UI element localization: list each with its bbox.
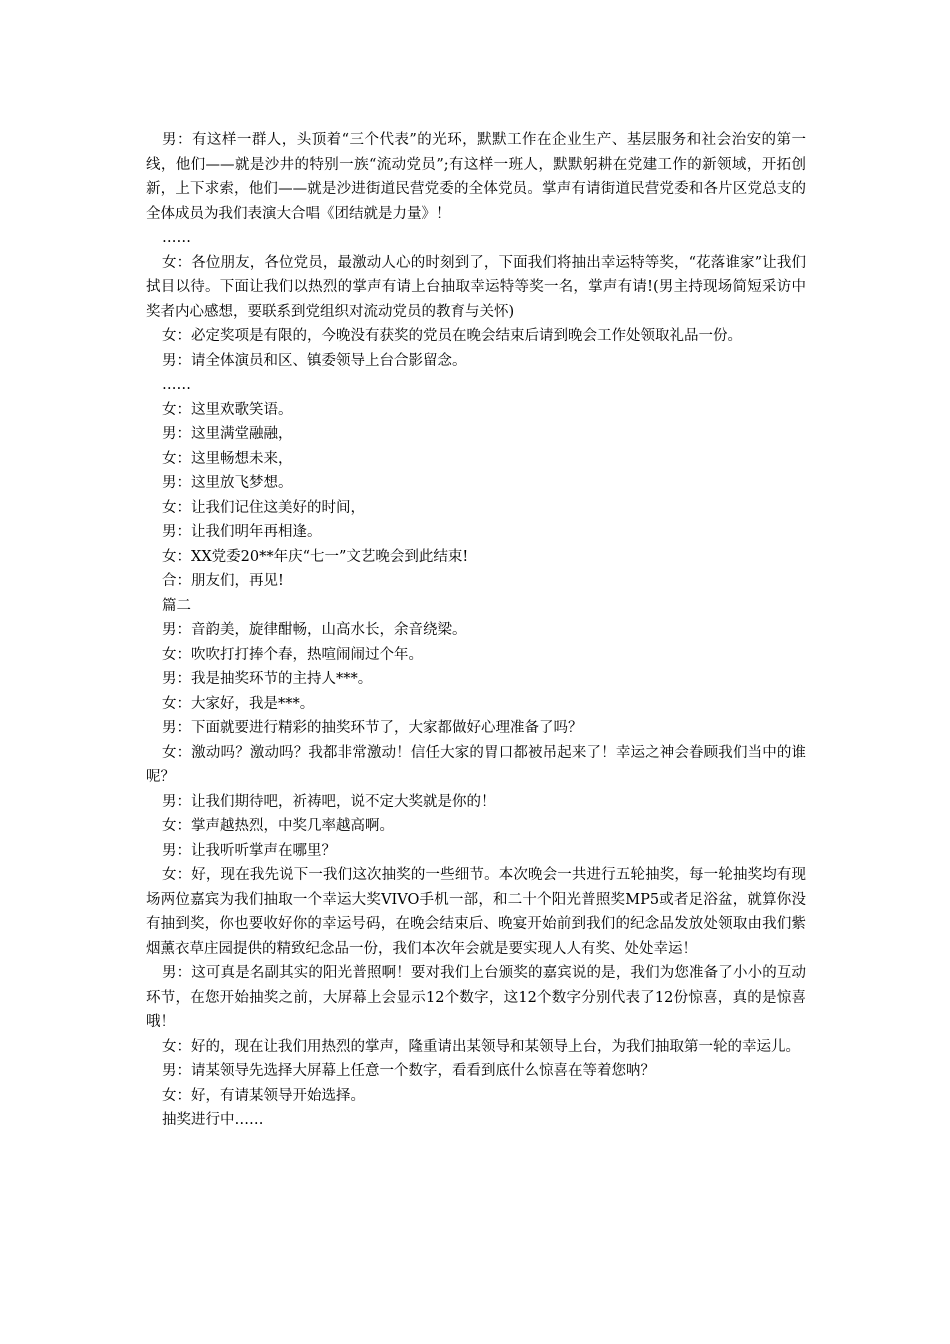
paragraph-farewell: 合：朋友们，再见!	[162, 573, 284, 589]
paragraph-dialogue: 女：吹吹打打捧个春，热喧闹闹过个年。	[162, 646, 423, 663]
document-body	[146, 128, 806, 1133]
paragraph-lottery-details: 女：好，现在我先说下一我们这次抽奖的一些细节。本次晚会一共进行五轮抽奖，每一轮抽奖均有现场两位嘉宾为我们抽取一个幸运大奖VIVO手机一部，和二十个阳光普照奖MP5或者足浴盆，就算你没有抽到奖，你也要收好你的幸运号码，在晚会结束后、晚宴开始前到我们的纪念品发放处领取由我们紫烟薰衣草庄园提供的精致纪念品一份，我们本次年会就是要实现人人有奖、处处幸运！	[146, 867, 806, 957]
paragraph-dialogue: 男：音韵美，旋律酣畅，山高水长，余音绕梁。	[162, 622, 467, 638]
paragraph-closing-line: 女：让我们记住这美好的时间，	[162, 499, 365, 516]
paragraph-dialogue: 女：好，有请某领导开始选择。	[162, 1087, 365, 1104]
paragraph-dialogue: 女：掌声越热烈，中奖几率越高啊。	[162, 818, 394, 834]
paragraph-special-prize: 女：各位朋友，各位党员，最激动人心的时刻到了，下面我们将抽出幸运特等奖，“花落谁家”让我们拭目以待。下面让我们以热烈的掌声有请上台抽取幸运特等奖一名，掌声有请!(男主持现场简短采访中奖者内心感想，要联系到党组织对流动党员的教育与关怀)	[146, 254, 806, 320]
paragraph-dialogue: 女：激动吗？激动吗？我都非常激动！信任大家的胃口都被吊起来了！幸运之神会眷顾我们当中的谁呢？	[146, 744, 806, 785]
paragraph-intro-chorus: 男：有这样一群人，头顶着“三个代表”的光环，默默工作在企业生产、基层服务和社会治安的第一线，他们——就是沙井的特别一族“流动党员”;有这样一班人，默默躬耕在党建工作的新领域，开拓创新，上下求索，他们——就是沙进街道民营党委的全体党员。掌声有请街道民营党委和各片区党总支的全体成员为我们表演大合唱《团结就是力量》！	[146, 132, 806, 222]
paragraph-closing-line: 女：XX党委20**年庆“七一”文艺晚会到此结束!	[162, 548, 469, 565]
paragraph-first-round: 女：好的，现在让我们用热烈的掌声，隆重请出某领导和某领导上台，为我们抽取第一轮的幸运儿。	[162, 1038, 800, 1055]
paragraph-closing-line: 男：这里放飞梦想。	[162, 475, 293, 491]
paragraph-dialogue: 男：我是抽奖环节的主持人***。	[162, 671, 373, 687]
paragraph-dialogue: 女：大家好，我是***。	[162, 695, 315, 712]
paragraph-gift-notice: 女：必定奖项是有限的，今晚没有获奖的党员在晚会结束后请到晚会工作处领取礼品一份。	[162, 328, 742, 344]
paragraph-group-photo: 男：请全体演员和区、镇委领导上台合影留念。	[162, 352, 467, 369]
section-heading: 篇二	[162, 597, 191, 614]
paragraph-ellipsis: ……	[162, 230, 191, 246]
paragraph-interactive-segment: 男：这可真是名副其实的阳光普照啊！要对我们上台颁奖的嘉宾说的是，我们为您准备了小小的互动环节，在您开始抽奖之前，大屏幕上会显示12个数字，这12个数字分别代表了12份惊喜，真的是惊喜哦！	[146, 965, 806, 1030]
paragraph-dialogue: 男：让我听听掌声在哪里？	[162, 842, 336, 859]
paragraph-dialogue: 男：让我们期待吧，祈祷吧，说不定大奖就是你的！	[162, 793, 496, 810]
paragraph-closing-line: 男：让我们明年再相逢。	[162, 524, 322, 540]
paragraph-dialogue: 男：下面就要进行精彩的抽奖环节了，大家都做好心理准备了吗？	[162, 720, 583, 736]
paragraph-ellipsis: ……	[162, 377, 191, 393]
paragraph-closing-line: 男：这里满堂融融，	[162, 426, 293, 442]
paragraph-dialogue: 男：请某领导先选择大屏幕上任意一个数字，看看到底什么惊喜在等着您呐？	[162, 1063, 655, 1079]
paragraph-closing-line: 女：这里畅想未来，	[162, 450, 293, 467]
paragraph-lottery-in-progress: 抽奖进行中……	[162, 1112, 264, 1128]
paragraph-closing-line: 女：这里欢歌笑语。	[162, 401, 293, 418]
